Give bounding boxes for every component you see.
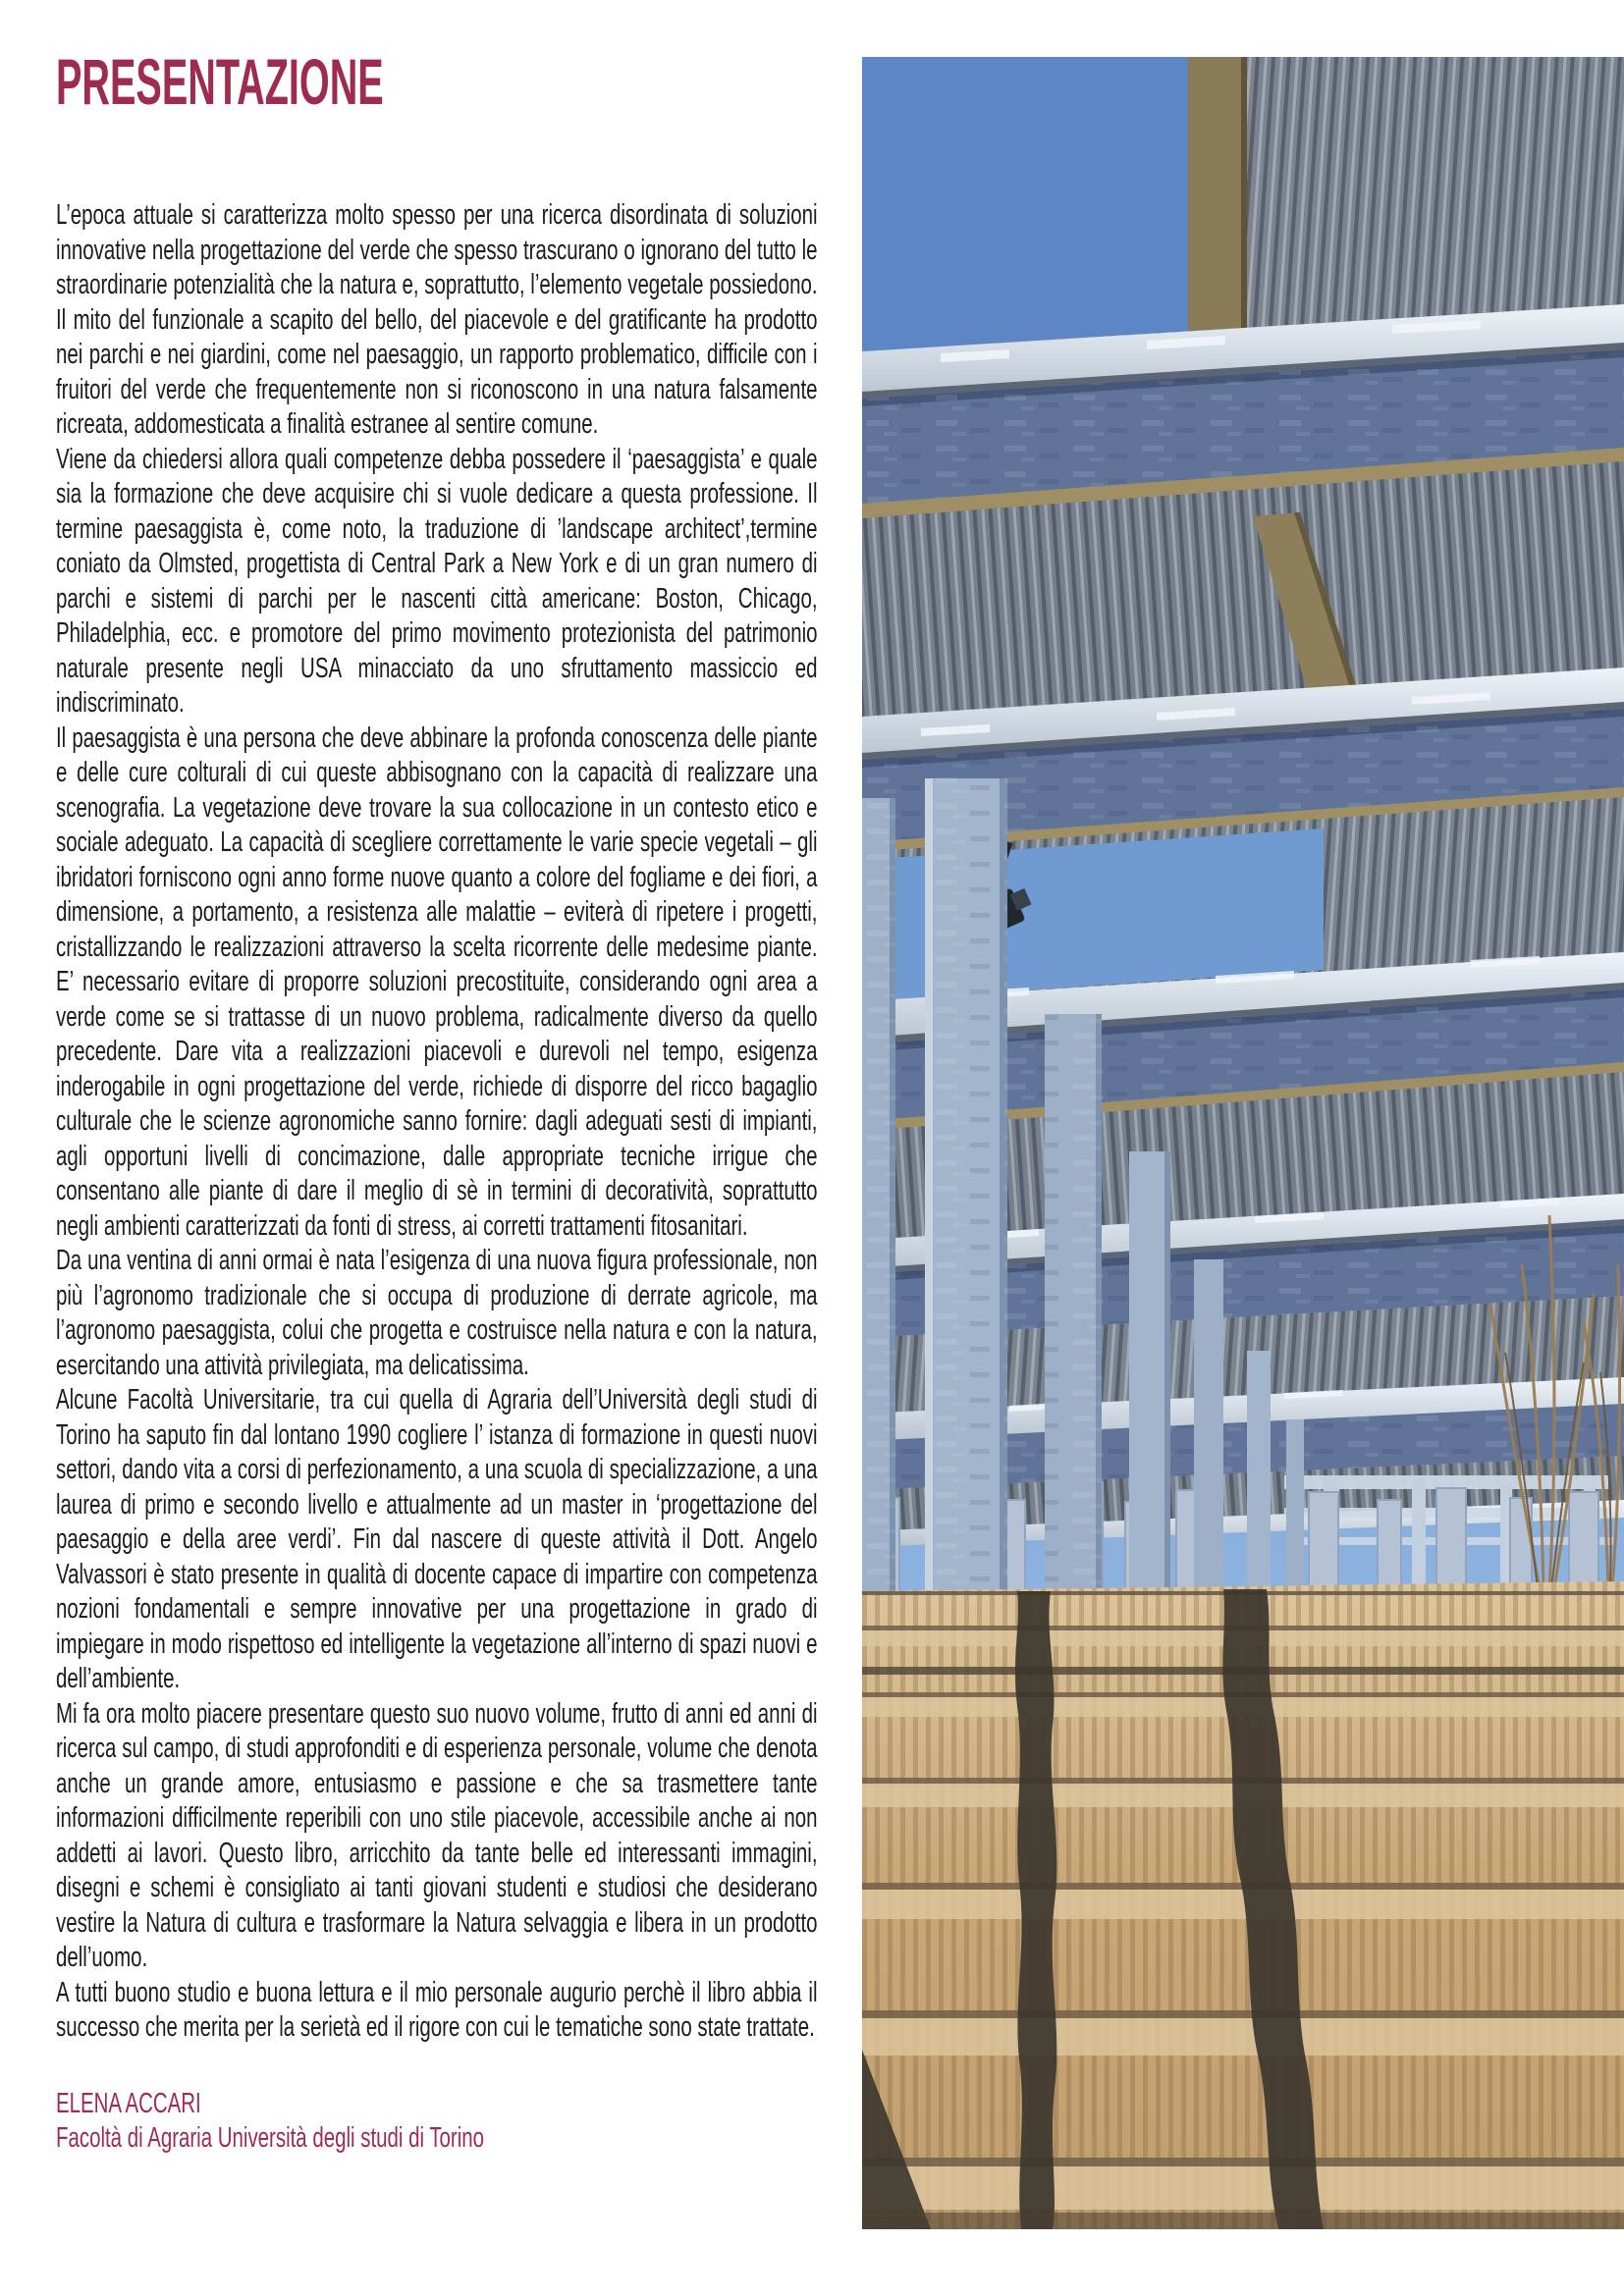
body-paragraph: A tutti buono studio e buona lettura e il mio personale augurio perchè il libro abbia il successo che merita per la serietà ed il rigore con cui le tematiche sono state trattate. — [56, 1976, 818, 2043]
signature-affiliation: Facoltà di Agraria Università degli studi di Torino — [56, 2122, 485, 2154]
pergola-photo — [862, 57, 1624, 2229]
body-paragraph: Il paesaggista è una persona che deve abbinare la profonda conoscenza delle piante e delle cure colturali di cui queste abbisognano con la capacità di realizzare una scenografia. La vegetazione deve trovare la sua collocazione in un contesto etico e sociale adeguato. La capacità di scegliere correttamente le varie specie vegetali – gli ibridatori forniscono ogni anno forme nuove quanto a colore del fogliame e dei fiori, a dimensione, a portamento, a resistenza alle malattie – eviterà di ripetere i progetti, cristallizzando le realizzazioni attraverso la scelta ricorrente delle medesime piante. E’ necessario evitare di proporre soluzioni precostituite, considerando ogni area a verde come se si trattasse di un nuovo problema, radicalmente diverso da quello precedente. Dare vita a realizzazioni piacevoli e durevoli nel tempo, esigenza inderogabile in ogni progettazione del verde, richiede di disporre del ricco bagaglio culturale che le scienze agronomiche sanno fornire: dagli adeguati sesti di impianti, agli opportuni livelli di concimazione, dalle appropriate tecniche irrigue che consentano alle piante di dare il meglio di sè in termini di decoratività, soprattutto negli ambienti caratterizzati da fonti di stress, ai corretti trattamenti fitosanitari. — [56, 721, 818, 1242]
presentation-text — [56, 198, 818, 2157]
signature-name: ELENA ACCARI — [56, 2087, 201, 2119]
body-paragraph: Mi fa ora molto piacere presentare questo suo nuovo volume, frutto di anni ed anni di ricerca sul campo, di studi approfonditi e di esperienza personale, volume che denota anche un grande amore, entusiasmo e passione e che sa trasmettere tante informazioni difficilmente reperibili con uno stile piacevole, accessibile anche ai non addetti ai lavori. Questo libro, arricchito da tante belle ed interessanti immagini, disegni e schemi è consigliato ai tanti giovani studenti e studiosi che desiderano vestire la Natura di cultura e trasformare la Natura selvaggia e libera in un prodotto dell’uomo. — [56, 1697, 818, 1973]
body-paragraph: L’epoca attuale si caratterizza molto spesso per una ricerca disordinata di soluzioni innovative nella progettazione del verde che spesso trascurano o ignorano del tutto le straordinarie potenzialità che la natura e, soprattutto, l’elemento vegetale possiedono. Il mito del funzionale a scapito del bello, del piacevole e del gratificante ha prodotto nei parchi e nei giardini, come nel paesaggio, un rapporto problematico, difficile con i fruitori del verde che frequentemente non si riconoscono in una natura falsamente ricreata, addomesticata a finalità estranee al sentire comune. — [56, 199, 818, 440]
pergola-photo-drawing — [862, 57, 1624, 2229]
signature-block — [56, 2087, 818, 2157]
body-paragraph: Alcune Facoltà Universitarie, tra cui quella di Agraria dell’Università degli studi di Torino ha saputo fin dal lontano 1990 cogliere l’ istanza di formazione in questi nuovi settori, dando vita a corsi di perfezionamento, a una scuola di specializzazione, a una laurea di primo e secondo livello e attualmente ad un master in ‘progettazione del paesaggio e della aree verdi’. Fin dal nascere di queste attività il Dott. Angelo Valvassori è stato presente in qualità di docente capace di impartire con competenza nozioni fondamentali e sempre innovative per una progettazione in grado di impiegare in modo rispettoso ed intelligente la vegetazione all’interno di spazi nuovi e dell’ambiente. — [56, 1384, 818, 1694]
body-paragraph: Da una ventina di anni ormai è nata l’esigenza di una nuova figura professionale, non più l’agronomo tradizionale che si occupa di produzione di derrate agricole, ma l’agronomo paesaggista, colui che progetta e costruisce nella natura e con la natura, esercitando una attività privilegiata, ma delicatissima. — [56, 1245, 818, 1381]
body-paragraph: Viene da chiedersi allora quali competenze debba possedere il ‘paesaggista’ e quale sia la formazione che deve acquisire chi si vuole dedicare a questa professione. Il termine paesaggista è, come noto, la traduzione di ’landscape architect’,termine coniato da Olmsted, progettista di Central Park a New York e di un gran numero di parchi e sistemi di parchi per le nascenti città americane: Boston, Chicago, Philadelphia, ecc. e promotore del primo movimento protezionista del patrimonio naturale presente negli USA minacciato da uno sfruttamento massiccio ed indiscriminato. — [56, 443, 818, 719]
page-title: PRESENTAZIONE — [56, 45, 384, 118]
